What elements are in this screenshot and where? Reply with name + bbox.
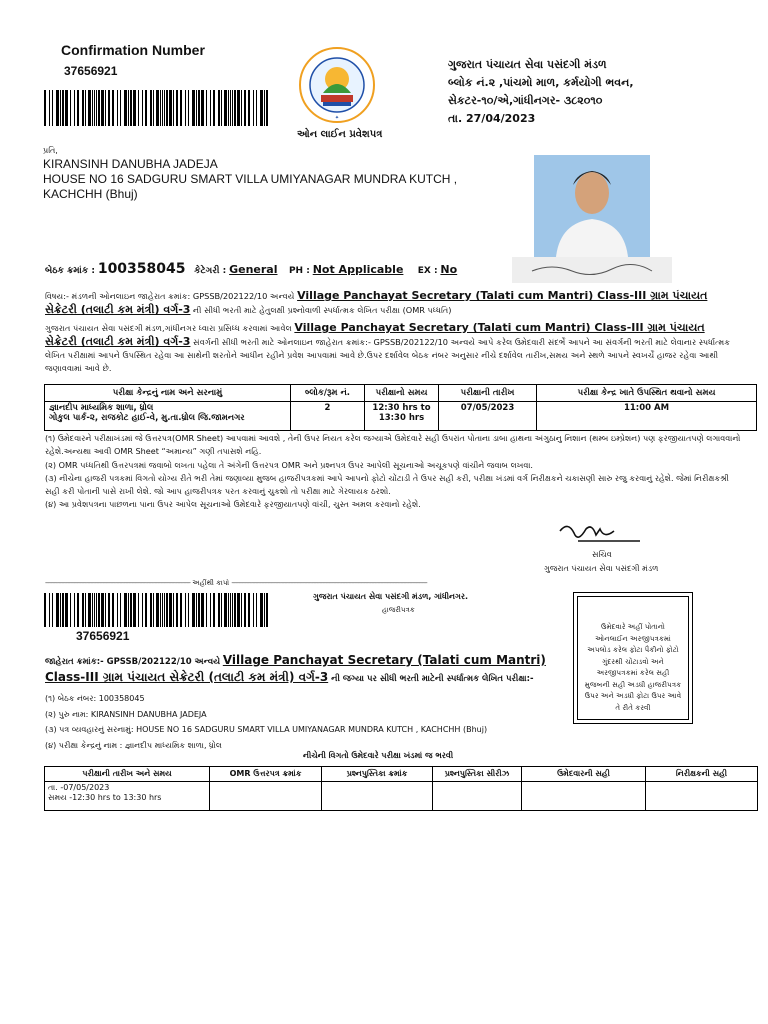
admit-card-title: ઓન લાઈન પ્રવેશપત્ર xyxy=(297,129,383,140)
barcode-bar xyxy=(150,90,152,126)
barcode-bar xyxy=(138,593,139,627)
barcode-bar xyxy=(60,593,61,627)
body-rest: સંવર્ગની સીધી ભરતી માટે ઓનલાઇન જાહેરાત ક્રમાંક:- GPSSB/202122/10 અન્વયે આપે કરેલ ઉમેદવારી સંદર્ભે આપને આ સંવર્ગની ભરતી માટે લેવાનાર સ્પર્ધાત્મક લેખિત પરીક્ષામાં આપને ઉપસ્થિત રહેવા આ સાથેની શરતોને આધીન રહીને પ્રવેશ આપવામાં આવે છે.ઉપર દર્શાવેલ બેઠક નંબર અનુસાર નીચે દર્શાવેલ તારીખ,સમય અને સ્થળે આપને સ્વખર્ચે હાજર રહેવા આથી જણાવવામાં આવે છે. xyxy=(45,337,731,373)
barcode-bar xyxy=(176,90,178,126)
barcode-bar xyxy=(230,593,231,627)
barcode-bar xyxy=(108,593,110,627)
barcode-bar xyxy=(234,593,236,627)
barcode-bar xyxy=(92,90,93,126)
table-header: ઉમેદવારની સહી xyxy=(522,767,646,782)
logo-motto: ✦ xyxy=(334,115,340,121)
barcode-bar xyxy=(241,90,242,126)
office-date: તા. 27/04/2023 xyxy=(448,112,536,125)
barcode-bar xyxy=(88,593,91,627)
signature-role: સચિવ xyxy=(592,550,612,559)
barcode-bar xyxy=(138,90,139,126)
barcode-bar xyxy=(153,593,154,627)
barcode-bar xyxy=(224,90,227,126)
barcode-bar xyxy=(196,593,197,627)
barcode-bar xyxy=(105,593,106,627)
barcode-bar xyxy=(44,90,46,126)
barcode-bar xyxy=(117,593,118,627)
confirmation-label: Confirmation Number xyxy=(61,42,205,58)
instruction-item: (૨) OMR પધ્ધતિથી ઉત્તરપત્રમાં જવાબો લખતા પહેલા તે અંગેની ઉત્તરપત્ર OMR અને પ્રશ્નપત્ર ઉપર આપેલી સૂચનાઓ અચૂકપણે વાંચીને જવાબ લખવા. xyxy=(45,459,534,470)
barcode-bar xyxy=(169,593,172,627)
barcode-bar xyxy=(260,90,263,126)
barcode-bar xyxy=(92,593,93,627)
barcode-bar xyxy=(185,90,186,126)
barcode-bar xyxy=(213,90,215,126)
barcode-bar xyxy=(74,593,75,627)
subject-suffix: ની સીધી ભરતી માટે હેતુલક્ષી પ્રશ્નોવાળી સ્પર્ધાત્મક લેખિત પરીક્ષા (OMR પધ્ધતિ) xyxy=(190,305,452,315)
barcode-bar xyxy=(56,90,59,126)
barcode-bar xyxy=(213,593,215,627)
barcode-bar xyxy=(150,593,152,627)
barcode-bar xyxy=(65,593,68,627)
candidate-address-block xyxy=(43,157,457,202)
barcode-bar xyxy=(248,593,250,627)
barcode-bar xyxy=(164,593,165,627)
photo-paste-note: ઉમેદવારે અહીં પોતાનો ઓનલાઈન અરજીપત્રકમાં અપલોડ કરેલ ફોટા પૈકીનો ફોટો ગુંદરથી ચોંટાડવો અને અરજીપત્રકમાં કરેલ સહી મુજબની સહી અડધી હાજરીપત્રક ઉપર અને અડધી ફોટા ઉપર આવે તે રીતે કરવી xyxy=(577,596,689,720)
barcode-bar xyxy=(188,90,189,126)
table-header: પરીક્ષા કેન્દ્રનું નામ અને સરનામું xyxy=(45,385,291,402)
barcode-bar xyxy=(130,90,132,126)
barcode-bar xyxy=(62,90,64,126)
secretary-signature xyxy=(530,519,690,553)
barcode-bar xyxy=(120,593,121,627)
barcode-bar xyxy=(266,90,268,126)
barcode-bar xyxy=(82,593,84,627)
seat-number-label: બેઠક ક્રમાંક : xyxy=(45,266,95,276)
barcode-bar xyxy=(85,593,86,627)
barcode-bar xyxy=(82,90,84,126)
barcode-bar xyxy=(192,90,195,126)
barcode-bar xyxy=(162,90,163,126)
barcode-bar xyxy=(62,593,64,627)
barcode-bar xyxy=(145,90,147,126)
barcode-bar xyxy=(112,90,114,126)
attendance-table xyxy=(44,766,758,811)
slip-post-title: Village Panchayat Secretary (Talati cum Mantri) Class-III ગ્રામ પંચાયત સેક્રેટરી (તલાટી કમ મંત્રી) વર્ગ-3 xyxy=(45,653,546,684)
table-row xyxy=(45,402,757,431)
slip-exam-time: સમય -12:30 hrs to 13:30 hrs xyxy=(48,793,162,802)
barcode-bar xyxy=(162,593,163,627)
exam-center-name: જ્ઞાનદીપ માધ્યમિક શાળા, ધ્રોલ xyxy=(49,403,154,413)
board-logo xyxy=(293,45,381,127)
subject-post-title: Village Panchayat Secretary (Talati cum Mantri) Class-III ગ્રામ પંચાયત સેક્રેટરી (તલાટી કમ મંત્રી) વર્ગ-3 xyxy=(45,289,708,316)
instruction-item: (૧) ઉમેદવારને પરીક્ષાખંડમાં જે ઉત્તરપત્ર(OMR Sheet) આપવામાં આવશે , તેની ઉપર નિયત કરેલ જગ્યાએ ઉમેદવારે સહી ઉપરાંત પોતાના ડાબા હાથના અંગુઠાનુ નિશાન (થમ્બ ઇમ્પ્રેશન) પણ ફરજીયાતપણે લગાવવાનો રહેશે.અન્યથા આવી OMR Sheet “અમાન્ય” ગણી તપાસશે નહિ. xyxy=(45,433,741,457)
slip-exam-date: તા. -07/05/2023 xyxy=(48,783,110,792)
confirmation-number: 37656921 xyxy=(64,64,118,78)
barcode-bar xyxy=(210,593,211,627)
table-header: OMR ઉત્તરપત્ર ક્રમાંક xyxy=(210,767,322,782)
barcode-bar xyxy=(128,593,129,627)
slip-subject xyxy=(45,653,565,687)
barcode-bar xyxy=(201,593,204,627)
barcode-bar xyxy=(237,90,240,126)
seat-info xyxy=(45,261,457,277)
office-name: ગુજરાત પંચાયત સેવા પસંદગી મંડળ xyxy=(448,58,607,71)
barcode-bar xyxy=(101,90,104,126)
barcode-bar xyxy=(96,593,97,627)
barcode-bar xyxy=(218,593,220,627)
barcode-bar xyxy=(133,593,136,627)
barcode-bar xyxy=(117,90,118,126)
barcode-bar xyxy=(70,90,71,126)
barcode-bar xyxy=(77,90,79,126)
barcode-bar xyxy=(156,593,159,627)
table-header: નિરીક્ષકની સહી xyxy=(646,767,758,782)
barcode-bar xyxy=(253,90,254,126)
table-header: પરીક્ષાની તારીખ xyxy=(439,385,537,402)
barcode-bar xyxy=(112,593,114,627)
exam-date: 07/05/2023 xyxy=(439,402,537,431)
cut-line-label: અહીંથી કાપો xyxy=(192,579,230,587)
exam-center-table xyxy=(44,384,757,431)
barcode-bar xyxy=(266,593,268,627)
instructions xyxy=(45,432,745,512)
subject-prefix: વિષય:- મંડળની ઓનલાઇન જાહેરાત ક્રમાંક: GPSSB/202122/10 અન્વયે xyxy=(45,291,295,301)
barcode-bar xyxy=(228,90,229,126)
barcode-bar xyxy=(237,593,240,627)
barcode-bar xyxy=(98,593,100,627)
barcode-bar xyxy=(74,90,75,126)
subject-paragraph xyxy=(45,289,735,317)
barcode-bar xyxy=(264,593,265,627)
candidate-address-line2: KACHCHH (Bhuj) xyxy=(43,187,138,201)
barcode-bar xyxy=(185,593,186,627)
fill-in-exam-hall-title: નીચેની વિગતો ઉમેદવારે પરીક્ષા ખંડમાં જ ભરવી xyxy=(303,751,454,760)
slip-office: ગુજરાત પંચાયત સેવા પસંદગી મંડળ, ગાંધીનગર. xyxy=(313,592,469,601)
body-paragraph xyxy=(45,321,735,375)
barcode-bar xyxy=(232,90,233,126)
barcode-bar xyxy=(228,593,229,627)
barcode-bar xyxy=(260,593,263,627)
slip-details xyxy=(45,691,487,753)
barcode-bar xyxy=(160,90,161,126)
barcode-bar xyxy=(201,90,204,126)
body-post-title: Village Panchayat Secretary (Talati cum Mantri) Class-III ગ્રામ પંચાયત સેક્રેટરી (તલાટી કમ મંત્રી) વર્ગ-3 xyxy=(45,321,705,348)
slip-subject-prefix: જાહેરાત ક્રમાંક:- GPSSB/202122/10 અન્વયે xyxy=(45,657,221,667)
list-item: (૩) પત્ર વ્યવહારનું સરનામું: HOUSE NO 16 SADGURU SMART VILLA UMIYANAGAR MUNDRA KUTCH , KACHCHH (Bhuj) xyxy=(45,725,488,734)
exam-date-time-cell xyxy=(45,782,210,811)
barcode-bar xyxy=(49,90,50,126)
barcode-bar xyxy=(176,593,178,627)
list-item: (૨) પુરુ નામ: KIRANSINH DANUBHA JADEJA xyxy=(45,709,207,719)
list-item: (૪) પરીક્ષા કેન્દ્રનું નામ : જ્ઞાનદીપ માધ્યમિક શાળા, ધ્રોલ xyxy=(45,740,222,750)
table-header-row xyxy=(45,767,758,782)
barcode-bar xyxy=(98,90,100,126)
barcode-bar xyxy=(218,90,220,126)
barcode-bar xyxy=(206,90,207,126)
barcode-bar xyxy=(244,90,246,126)
barcode-bar xyxy=(56,593,59,627)
barcode-bar xyxy=(232,593,233,627)
exam-time: 12:30 hrs to 13:30 hrs xyxy=(365,402,439,431)
barcode-bar xyxy=(264,90,265,126)
barcode-bar xyxy=(124,593,127,627)
barcode-bar xyxy=(210,90,211,126)
barcode-bar xyxy=(180,90,182,126)
ex-value: No xyxy=(440,263,458,276)
barcode-bar xyxy=(180,593,182,627)
exam-center-address: ગોકુલ પાર્ક-૨, રાજકોટ હાઈ-વે, મુ.તા.ધ્રોલ જિ.જામનગર xyxy=(49,413,245,423)
barcode-bar xyxy=(206,593,207,627)
category-label: કેટેગરી : xyxy=(194,266,227,276)
barcode-bar xyxy=(65,90,68,126)
barcode-bar xyxy=(120,90,121,126)
photo-paste-box xyxy=(573,592,693,724)
ph-value: Not Applicable xyxy=(312,263,404,276)
barcode-bar xyxy=(124,90,127,126)
barcode-bar xyxy=(130,593,132,627)
candidate-photo xyxy=(512,155,672,283)
barcode-bar xyxy=(169,90,172,126)
table-header: પરીક્ષાનો સમય xyxy=(365,385,439,402)
barcode-bar xyxy=(173,593,174,627)
body-intro: ગુજરાત પંચાયત સેવા પસંદગી મંડળ,ગાંધીનગર ધ્વારા પ્રસિધ્ધ કરવામાં આવેલ xyxy=(45,323,292,333)
booklet-number-cell[interactable] xyxy=(322,782,433,811)
barcode-bar xyxy=(256,90,257,126)
barcode-bar xyxy=(166,90,168,126)
barcode-bar xyxy=(192,593,195,627)
barcode-bar xyxy=(173,90,174,126)
prati-label: પ્રતિ, xyxy=(43,146,58,155)
barcode-bar xyxy=(244,593,246,627)
barcode-bar xyxy=(234,90,236,126)
exam-room: 2 xyxy=(291,402,365,431)
table-header: પરીક્ષાની તારીખ અને સમય xyxy=(45,767,210,782)
omr-number-cell[interactable] xyxy=(210,782,322,811)
table-header: બ્લોક/રૂમ નં. xyxy=(291,385,365,402)
barcode-bar xyxy=(77,593,79,627)
candidate-address-line1: HOUSE NO 16 SADGURU SMART VILLA UMIYANAGAR MUNDRA KUTCH , xyxy=(43,172,458,186)
barcode-bar xyxy=(224,593,227,627)
barcode-bar xyxy=(188,593,189,627)
ex-label: EX : xyxy=(417,266,438,276)
barcode-bar xyxy=(221,593,222,627)
cut-line: ----------------------------------------------------------------------------------------------- અહીંથી કાપો -------------------------------------------------------------------------------------------------------------------------------- xyxy=(45,579,427,587)
table-row xyxy=(45,782,758,811)
barcode-bar xyxy=(142,90,143,126)
candidate-name: KIRANSINH DANUBHA JADEJA xyxy=(43,157,218,171)
table-header: પ્રશ્નપુસ્તિકા સીરીઝ xyxy=(433,767,522,782)
barcode-bar xyxy=(133,90,136,126)
candidate-signature-cell[interactable] xyxy=(522,782,646,811)
barcode-bar xyxy=(248,90,250,126)
barcode-bar xyxy=(70,593,71,627)
barcode-bar xyxy=(166,593,168,627)
barcode-bar xyxy=(198,593,200,627)
barcode-bar xyxy=(94,90,95,126)
slip-hall-label: હાજરીપત્રક xyxy=(382,606,415,614)
barcode-bar xyxy=(108,90,110,126)
barcode-bar xyxy=(241,593,242,627)
barcode-bar xyxy=(196,90,197,126)
barcode-bar xyxy=(88,90,91,126)
barcode-bar xyxy=(153,90,154,126)
slip-subject-suffix: ની જગ્યા પર સીધી ભરતી માટેની સ્પર્ધાત્મક લેખિત પરીક્ષા:- xyxy=(328,674,534,684)
barcode-bar xyxy=(44,593,46,627)
seat-number: 100358045 xyxy=(97,261,186,277)
reporting-time: 11:00 AM xyxy=(537,402,757,431)
barcode xyxy=(44,90,272,126)
barcode-bar xyxy=(105,90,106,126)
office-sector: સેકટર-૧૦/એ,ગાંધીનગર- ૩૮૨૦૧૦ xyxy=(448,94,603,107)
instruction-item: (૪) આ પ્રવેશપત્રના પાછળના પાના ઉપર આપેલ સૂચનાઓ ઉમેદવારે ફરજીયાતપણે વાંચી, ચુસ્ત અમલ કરવાનો રહેશે. xyxy=(45,499,421,510)
barcode-bar xyxy=(101,593,104,627)
barcode-bar xyxy=(96,90,97,126)
office-address xyxy=(448,56,634,128)
instruction-item: (૩) નીચેના હાજરી પત્રકમાં વિગતો યોગ્ય રીતે ભરી તેમાં જણાવ્યા મુજબ હાજરીપત્રકમાં આપે આપનો ફોટો ચોંટાડી તે ઉપર સહી કરી, પરીક્ષા ખંડમાં વર્ગ નિરીક્ષકને ચકાસણી સારુ રજુ કરવાનું રહેશે. જેમાં નિરીક્ષકશ્રી સહી કરી પોતાની પાસે રાખી લેશે. જો આપ હાજરીપત્રક પરત કરવાનું ચુકશો તો પરીક્ષા માટે ગેરલાયક ઠરશો. xyxy=(45,472,729,497)
barcode-bar xyxy=(221,90,222,126)
barcode-bar xyxy=(145,593,147,627)
barcode-bar xyxy=(156,90,159,126)
table-header: પ્રશ્નપુસ્તિકા ક્રમાંક xyxy=(322,767,433,782)
barcode-bar xyxy=(164,90,165,126)
table-header-row xyxy=(45,385,757,402)
ph-label: PH : xyxy=(288,266,310,276)
office-block: બ્લોક નં.૨ ,પાંચમો માળ, કર્મયોગી ભવન, xyxy=(448,76,634,89)
barcode-bar xyxy=(52,593,53,627)
barcode-bar xyxy=(52,90,53,126)
barcode-bar xyxy=(230,90,231,126)
booklet-series-cell[interactable] xyxy=(433,782,522,811)
barcode-bar xyxy=(60,90,61,126)
slip-barcode xyxy=(44,593,272,627)
table-header: પરીક્ષા કેન્દ્ર ખાતે ઉપસ્થિત થવાનો સમય xyxy=(537,385,757,402)
invigilator-signature-cell[interactable] xyxy=(646,782,758,811)
signature-office: ગુજરાત પંચાયત સેવા પસંદગી મંડળ xyxy=(544,564,659,573)
barcode-bar xyxy=(198,90,200,126)
barcode-bar xyxy=(128,90,129,126)
barcode-bar xyxy=(94,593,95,627)
barcode-bar xyxy=(253,593,254,627)
list-item: (૧) બેઠક નંબર: 100358045 xyxy=(45,694,145,703)
barcode-bar xyxy=(160,593,161,627)
barcode-bar xyxy=(85,90,86,126)
category-value: General xyxy=(229,263,278,276)
barcode-bar xyxy=(49,593,50,627)
barcode-bar xyxy=(256,593,257,627)
exam-center-cell xyxy=(45,402,291,431)
barcode-bar xyxy=(142,593,143,627)
slip-confirmation-number: 37656921 xyxy=(76,629,130,643)
